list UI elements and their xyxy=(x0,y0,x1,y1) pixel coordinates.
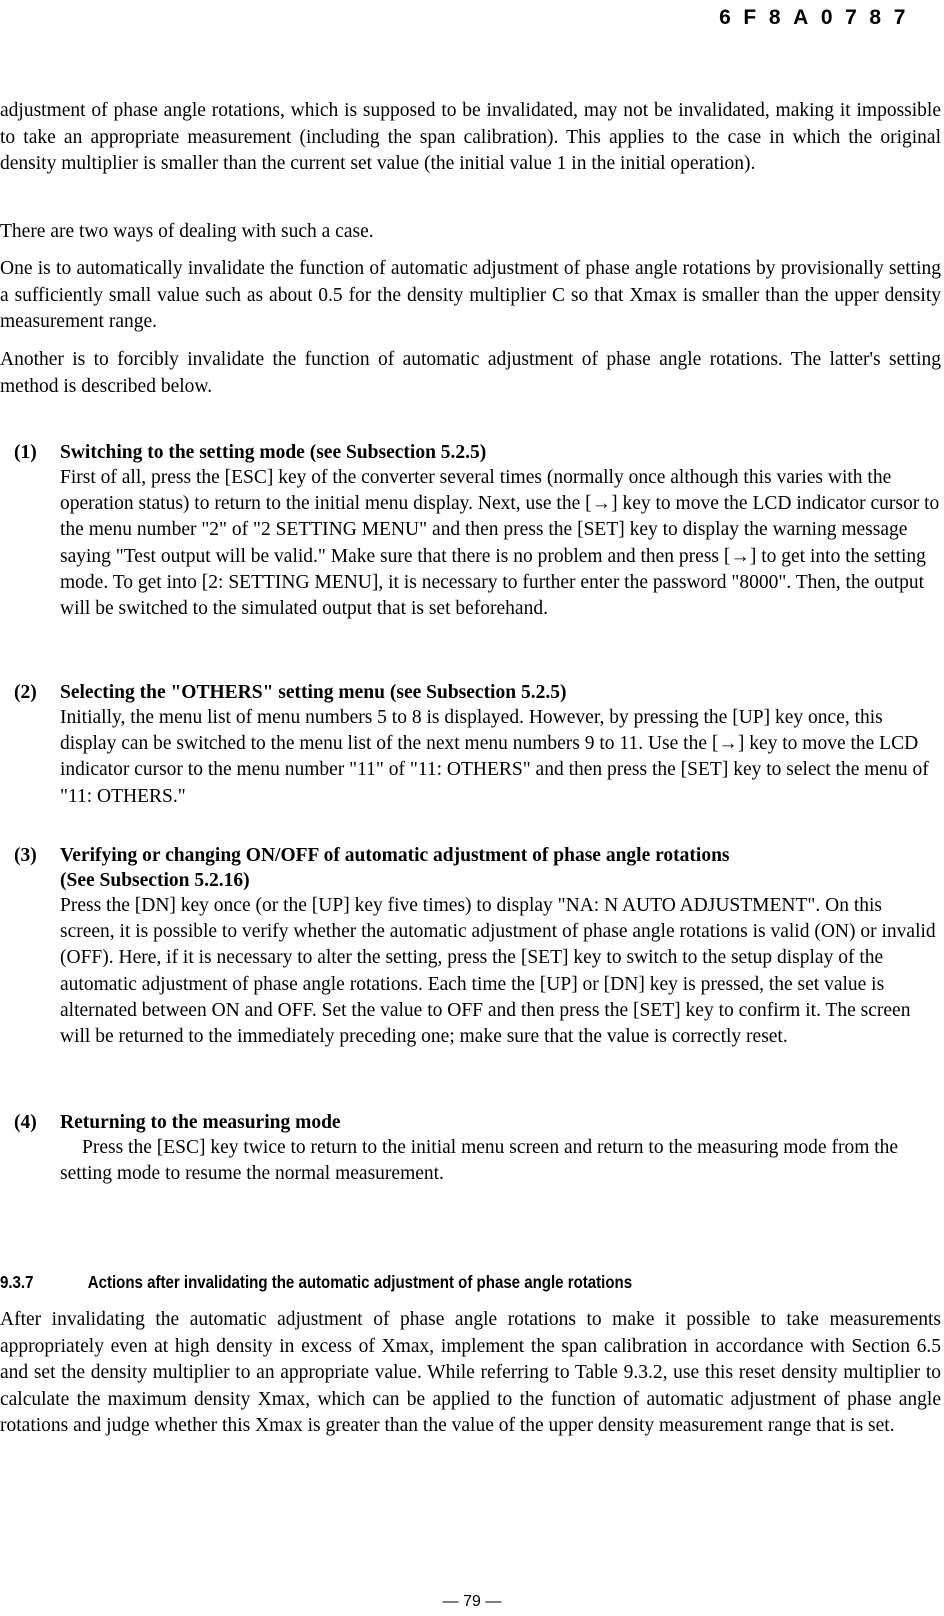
intro-paragraph-4: Another is to forcibly invalidate the function of automatic adjustment of phase angle rotations. The latter's setting method is described below. xyxy=(0,349,941,397)
section-heading xyxy=(0,1270,632,1294)
section-number: 9.3.7 xyxy=(0,1272,34,1292)
intro-paragraph-3: One is to automatically invalidate the function of automatic adjustment of phase angle rotations by provisionally setting a sufficiently small value such as about 0.5 for the density multiplier C so that Xmax is smaller than the upper density measurement range. xyxy=(0,258,941,332)
section-paragraph: After invalidating the automatic adjustment of phase angle rotations to make it possible to take measurements appropriately even at high density in excess of Xmax, implement the span calibration in accordance with Section 6.5 and set the density multiplier to an appropriate value. While referring to Table 9.3.2, use this reset density multiplier to calculate the maximum density Xmax, which can be applied to the function of automatic adjustment of phase angle rotations and judge whether this Xmax is greater than the value of the upper density measurement range that is set. xyxy=(0,1309,941,1436)
step-2-number: (2) xyxy=(14,682,37,703)
page-number: ― 79 ― xyxy=(442,1593,502,1610)
step-3-subtitle: (See Subsection 5.2.16) xyxy=(60,870,250,891)
step-3-heading xyxy=(14,843,941,868)
step-4-title: Returning to the measuring mode xyxy=(60,1112,341,1133)
document-code: 6F8A0787 xyxy=(719,6,918,29)
step-1-title: Switching to the setting mode (see Subsection 5.2.5) xyxy=(60,442,487,463)
step-2-heading xyxy=(14,680,941,705)
step-3-number: (3) xyxy=(14,845,37,866)
step-2-title: Selecting the "OTHERS" setting menu (see Subsection 5.2.5) xyxy=(60,682,567,703)
intro-paragraph-1: adjustment of phase angle rotations, which is supposed to be invalidated, may not be invalidated, making it impossible to take an appropriate measurement (including the span calibration). This applies to the case in which the original density multiplier is smaller than the current set value (the initial value 1 in the initial operation). xyxy=(0,100,941,174)
intro-paragraph-2: There are two ways of dealing with such a case. xyxy=(0,221,374,242)
step-3-body: Press the [DN] key once (or the [UP] key five times) to display "NA: N AUTO ADJUSTMENT". On this screen, it is possible to verify whether the automatic adjustment of phase angle rotations is valid (ON) or invalid (OFF). Here, if it is necessary to alter the setting, press the [SET] key to switch to the setup display of the automatic adjustment of phase angle rotations. Each time the [UP] or [DN] key is pressed, the set value is alternated between ON and OFF. Set the value to OFF and then press the [SET] key to confirm it. The screen will be returned to the immediately preceding one; make sure that the value is correctly reset. xyxy=(60,895,936,1048)
section-title: Actions after invalidating the automatic adjustment of phase angle rotations xyxy=(87,1272,633,1292)
step-4-heading xyxy=(14,1110,941,1135)
step-4-body: Press the [ESC] key twice to return to the initial menu screen and return to the measuring mode from the setting mode to resume the normal measurement. xyxy=(60,1137,899,1185)
step-1-heading xyxy=(14,440,941,465)
step-2-body: Initially, the menu list of menu numbers 5 to 8 is displayed. However, by pressing the [UP] key once, this display can be switched to the menu list of the next menu numbers 9 to 11. Use the [→] key to move the LCD indicator cursor to the menu number "11" of "11: OTHERS" and then press the [SET] key to select the menu of "11: OTHERS." xyxy=(60,707,929,807)
step-4-number: (4) xyxy=(14,1112,37,1133)
step-3-title: Verifying or changing ON/OFF of automatic adjustment of phase angle rotations xyxy=(60,845,730,866)
step-1-number: (1) xyxy=(14,442,37,463)
step-1-body: First of all, press the [ESC] key of the converter several times (normally once although this varies with the operation status) to return to the initial menu display. Next, use the [→] key to move the LCD indicator cursor to the menu number "2" of "2 SETTING MENU" and then press the [SET] key to display the warning message saying "Test output will be valid." Make sure that there is no problem and then press [→] to get into the setting mode. To get into [2: SETTING MENU], it is necessary to further enter the password "8000". Then, the output will be switched to the simulated output that is set beforehand. xyxy=(60,467,940,620)
